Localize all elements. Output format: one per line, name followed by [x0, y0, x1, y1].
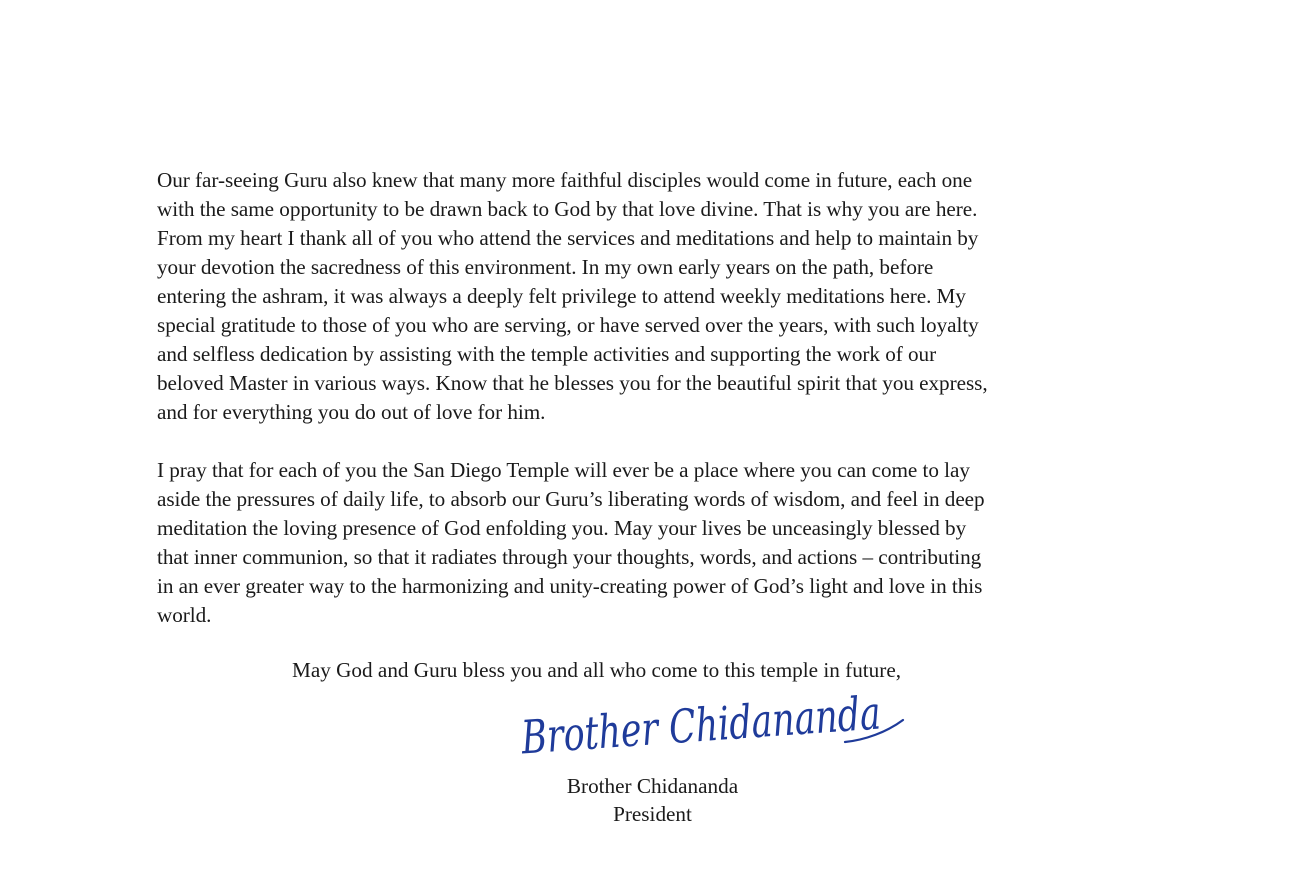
signature-graphic: [515, 677, 998, 770]
handwritten-signature: [515, 677, 998, 770]
paragraph-line: entering the ashram, it was always a deeply felt privilege to attend weekly meditations here. My: [157, 284, 966, 308]
paragraph-2: [157, 456, 1167, 630]
paragraph-1: [157, 166, 1167, 427]
paragraph-line: that inner communion, so that it radiates through your thoughts, words, and actions – contributing: [157, 545, 982, 569]
paragraph-line: with the same opportunity to be drawn back to God by that love divine. That is why you are here.: [157, 197, 978, 221]
closing-line: May God and Guru bless you and all who come to this temple in future,: [292, 658, 902, 682]
signer-title: President: [613, 802, 692, 826]
paragraph-line: your devotion the sacredness of this environment. In my own early years on the path, before: [157, 255, 934, 279]
paragraph-line: From my heart I thank all of you who attend the services and meditations and help to maintain by: [157, 226, 979, 250]
letter-body: [157, 166, 1167, 630]
signature-script: Brother Chidananda: [519, 677, 998, 765]
paragraph-line: special gratitude to those of you who are serving, or have served over the years, with such loyalty: [157, 313, 979, 337]
paragraph-line: and for everything you do out of love for him.: [157, 400, 546, 424]
paragraph-line: aside the pressures of daily life, to absorb our Guru’s liberating words of wisdom, and feel in deep: [157, 487, 985, 511]
signer-name: Brother Chidananda: [566, 774, 739, 798]
paragraph-line: Our far-seeing Guru also knew that many more faithful disciples would come in future, each one: [157, 168, 973, 192]
paragraph-line: world.: [157, 603, 212, 627]
paragraph-line: meditation the loving presence of God enfolding you. May your lives be unceasingly blessed by: [157, 516, 967, 540]
paragraph-line: I pray that for each of you the San Diego Temple will ever be a place where you can come to lay: [157, 458, 970, 482]
paragraph-line: beloved Master in various ways. Know that he blesses you for the beautiful spirit that you express,: [157, 371, 988, 395]
paragraph-line: in an ever greater way to the harmonizing and unity-creating power of God’s light and love in this: [157, 574, 983, 598]
paragraph-line: and selfless dedication by assisting with the temple activities and supporting the work of our: [157, 342, 937, 366]
